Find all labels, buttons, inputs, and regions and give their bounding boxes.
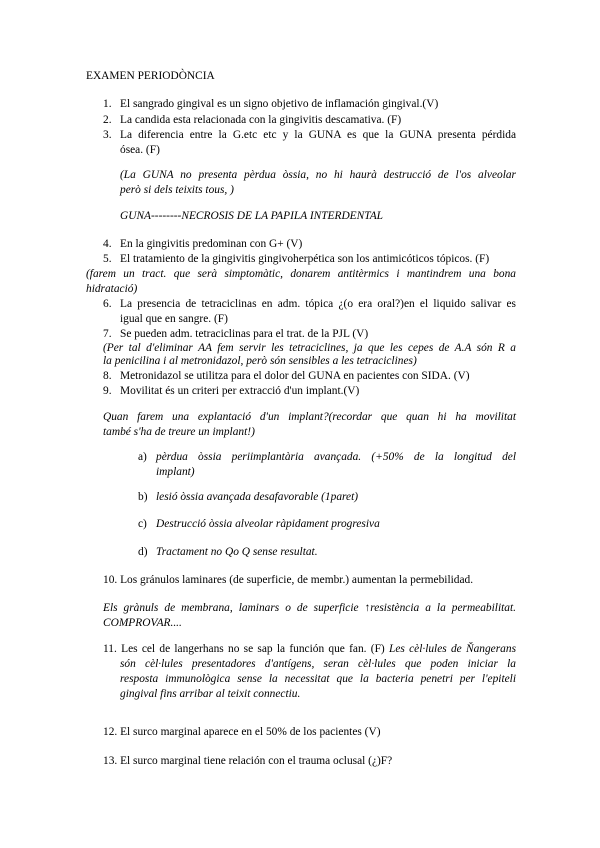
note-line: gingival fins arribar al teixit connectiu. [120, 688, 301, 700]
question-number: 11. [103, 643, 117, 655]
sub-item-letter: d) [138, 546, 148, 558]
question-text: Metronidazol se utilitza para el dolor del GUNA en pacientes con SIDA. (V) [120, 370, 470, 382]
question-number: 6. [103, 298, 112, 310]
question-number: 2. [103, 114, 112, 126]
guna-note: GUNA--------NECROSIS DE LA PAPILA INTERDENTAL [120, 210, 384, 222]
question-text-line: La presencia de tetraciclinas en adm. tópica ¿(o era oral?)en el liquido salivar es [120, 298, 516, 310]
note-line: Els grànuls de membrana, laminars o de superficie ↑resistència a la permeabilitat. [103, 602, 516, 614]
note-line: però si dels teixits tous, ) [120, 184, 234, 196]
sub-item-letter: b) [138, 491, 148, 503]
sub-item-text: pèrdua òssia periimplantària avançada. (+50% de la longitud del [156, 451, 516, 463]
note-line: la penicilina i al metronidazol, però són sensibles a les tetraciclines) [103, 355, 417, 367]
sub-item-letter: a) [138, 451, 147, 463]
question-text: Les cel de langerhans no se sap la función que fan. (F) [121, 643, 389, 655]
question-text: Movilitat és un criteri per extracció d'un implant.(V) [120, 385, 360, 397]
page-title: EXAMEN PERIODÒNCIA [86, 70, 215, 82]
question-number: 8. [103, 370, 112, 382]
question-number: 5. [103, 253, 112, 265]
note-inline: Les cèl·lules de Ňangerans [388, 643, 516, 655]
question-text-line: igual que en sangre. (F) [120, 313, 228, 325]
question-text: El sangrado gingival es un signo objetivo de inflamación gingival.(V) [120, 98, 439, 110]
note-line: hidratació) [86, 283, 138, 295]
question-10: 10. Los gránulos laminares (de superficie, de membr.) aumentan la permebilidad. [103, 574, 474, 586]
question-text: La candida esta relacionada con la gingivitis descamativa. (F) [120, 114, 402, 126]
question-text-line: La diferencia entre la G.etc etc y la GUNA es que la GUNA presenta pérdida [120, 129, 516, 141]
sub-item-text: Destrucció òssia alveolar ràpidament progresiva [156, 518, 380, 530]
question-number: 4. [103, 238, 112, 250]
question-number: 1. [103, 98, 112, 110]
question-number: 3. [103, 129, 112, 141]
question-number: 9. [103, 385, 112, 397]
question-text-line: ósea. (F) [120, 144, 160, 156]
note-line: resposta immunològica sense la necessitat que la bacteria penetri per l'epiteli [120, 673, 516, 685]
note-line: (Per tal d'eliminar AA fem servir les tetraciclines, ja que les cepes de A.A són R a [103, 342, 516, 354]
question-text: Se pueden adm. tetraciclinas para el trat. de la PJL (V) [120, 328, 369, 340]
note-line: (La GUNA no presenta pèrdua òssia, no hi haurà destrucció de l'os alveolar [120, 169, 516, 181]
note-line: també s'ha de treure un implant!) [103, 426, 255, 438]
note-line: COMPROVAR.... [103, 617, 182, 629]
question-text: El tratamiento de la gingivitis gingivoherpética son los antimicóticos tópicos. (F) [120, 253, 490, 265]
question-text-line [103, 641, 516, 657]
question-text: En la gingivitis predominan con G+ (V) [120, 238, 303, 250]
sub-item-text: Tractament no Qo Q sense resultat. [156, 546, 318, 558]
question-12: 12. El surco marginal aparece en el 50% de los pacientes (V) [103, 726, 381, 738]
note-line: són cèl·lules presentadores d'antígens, seran cèl·lules que poden iniciar la [120, 658, 516, 670]
question-13: 13. El surco marginal tiene relación con el trauma oclusal (¿)F? [103, 755, 393, 767]
question-number: 7. [103, 328, 112, 340]
note-line: (farem un tract. que serà simptomàtic, donarem antitèrmics i mantindrem una bona [86, 268, 516, 280]
sub-item-text: lesió òssia avançada desafavorable (1paret) [156, 491, 359, 503]
sub-item-letter: c) [138, 518, 147, 530]
sub-item-text: implant) [156, 466, 195, 478]
note-line: Quan farem una explantació d'un implant?(recordar que quan hi ha movilitat [103, 411, 516, 423]
